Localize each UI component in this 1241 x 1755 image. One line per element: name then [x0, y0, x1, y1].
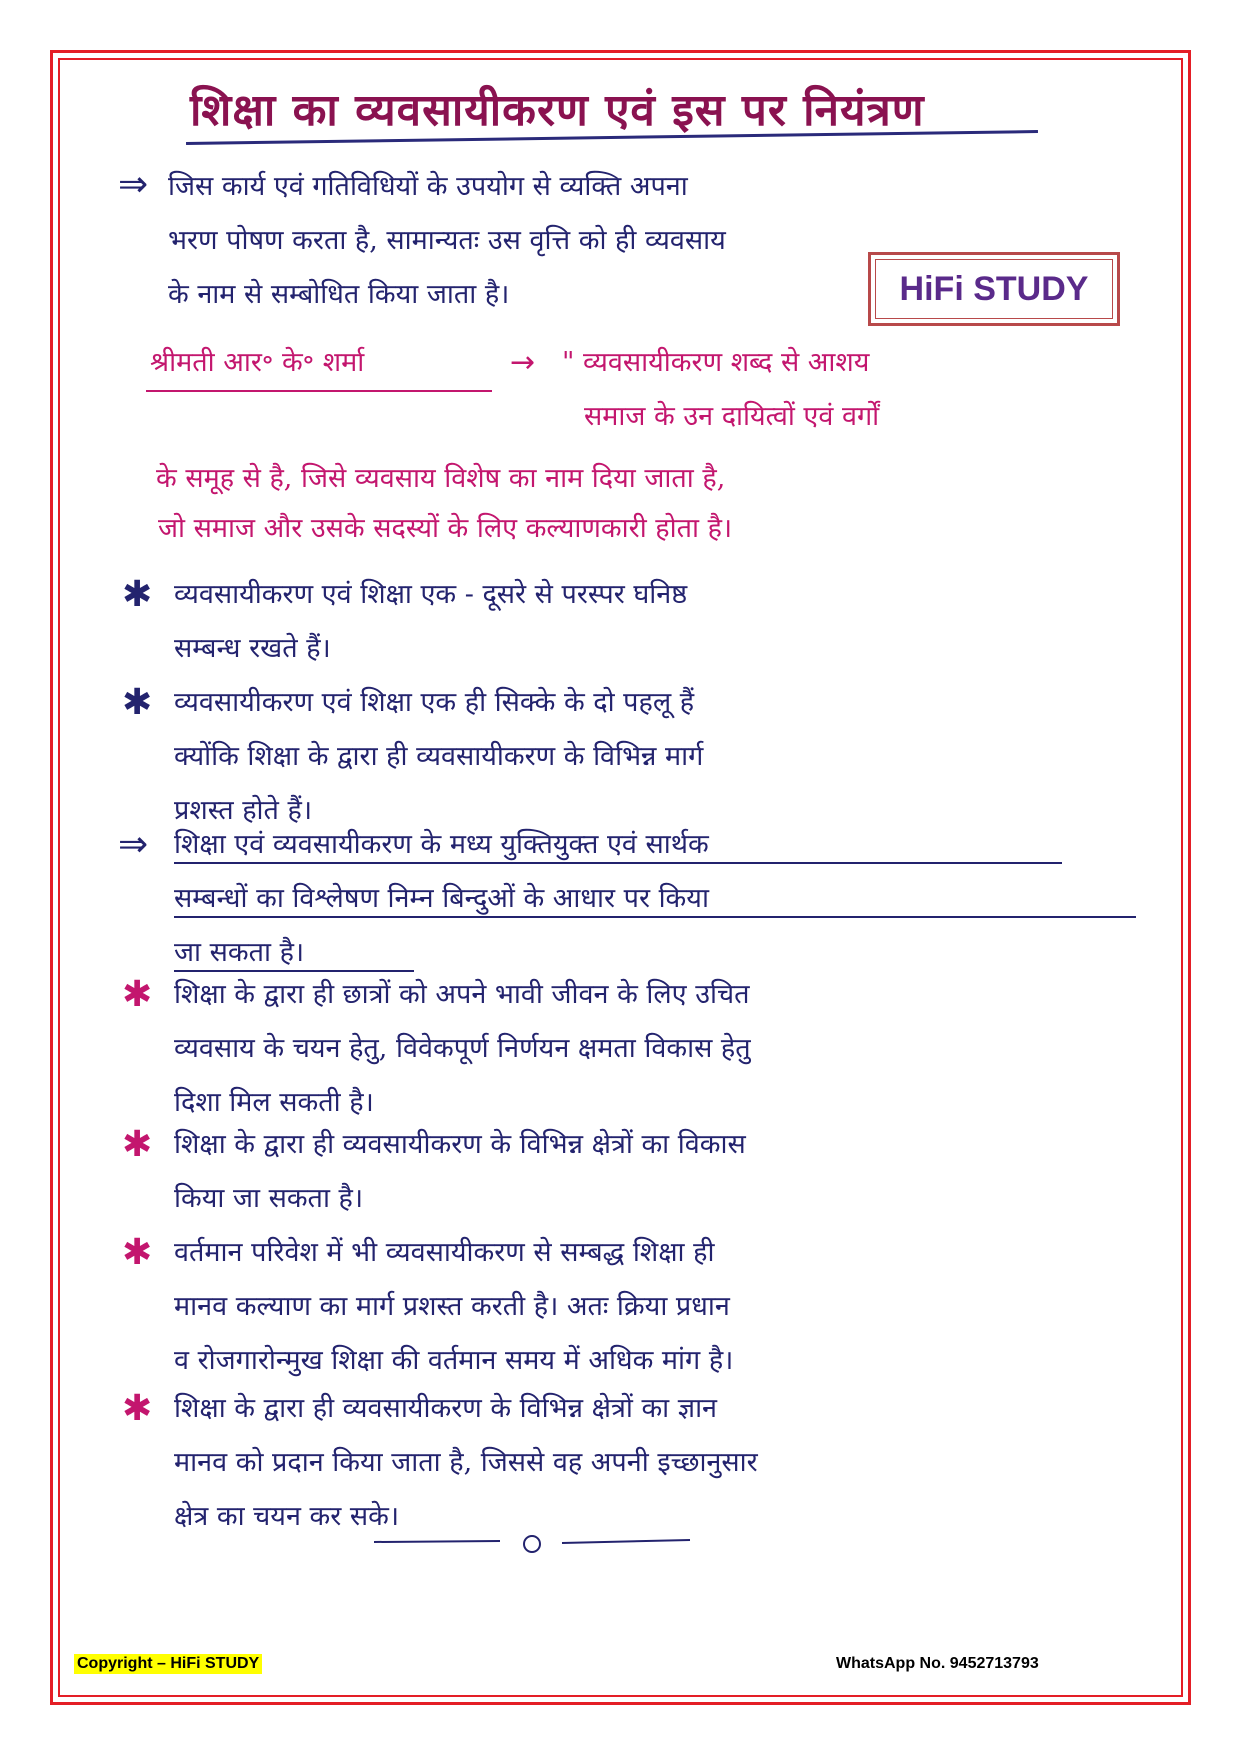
quote-line: जो समाज और उसके सदस्यों के लिए कल्याणकारी होता है।: [158, 513, 733, 544]
analysis-line: सम्बन्धों का विश्लेषण निम्न बिन्दुओं के आधार पर किया: [174, 883, 709, 914]
point-item: [174, 1118, 746, 1226]
author-underline: [146, 390, 492, 392]
analysis-paragraph: [174, 818, 709, 980]
point-item: [174, 676, 703, 838]
star-bullet-icon: ✱: [122, 1388, 153, 1429]
hifi-study-watermark: [868, 252, 1120, 326]
point-line: मानव को प्रदान किया जाता है, जिससे वह अपनी इच्छानुसार: [174, 1447, 758, 1478]
point-line: शिक्षा के द्वारा ही व्यवसायीकरण के विभिन्न क्षेत्रों का ज्ञान: [174, 1393, 718, 1424]
point-line: मानव कल्याण का मार्ग प्रशस्त करती है। अतः क्रिया प्रधान: [174, 1291, 730, 1322]
end-divider: [372, 1528, 692, 1558]
point-item: [174, 1226, 733, 1388]
point-line: शिक्षा के द्वारा ही व्यवसायीकरण के विभिन्न क्षेत्रों का विकास: [174, 1129, 746, 1160]
whatsapp-number: WhatsApp No. 9452713793: [836, 1655, 1039, 1672]
intro-line: के नाम से सम्बोधित किया जाता है।: [168, 279, 510, 310]
end-divider-icon: [372, 1528, 692, 1558]
point-line: व्यवसाय के चयन हेतु, विवेकपूर्ण निर्णयन क्षमता विकास हेतु: [174, 1033, 751, 1064]
watermark-text: HiFi STUDY: [875, 259, 1113, 319]
point-line: वर्तमान परिवेश में भी व्यवसायीकरण से सम्बद्ध शिक्षा ही: [174, 1237, 715, 1268]
intro-line: जिस कार्य एवं गतिविधियों के उपयोग से व्यक्ति अपना: [168, 171, 688, 202]
point-line: दिशा मिल सकती है।: [174, 1087, 374, 1118]
analysis-underline: [174, 862, 1062, 864]
point-line: व्यवसायीकरण एवं शिक्षा एक - दूसरे से परस्पर घनिष्ठ: [174, 579, 688, 610]
quote-author: श्रीमती आर॰ के॰ शर्मा: [150, 347, 365, 378]
arrow-icon: →: [510, 345, 536, 380]
point-line: सम्बन्ध रखते हैं।: [174, 633, 331, 664]
point-line: किया जा सकता है।: [174, 1183, 364, 1214]
quote-line: " व्यवसायीकरण शब्द से आशय: [562, 347, 870, 378]
point-line: व रोजगारोन्मुख शिक्षा की वर्तमान समय में अधिक मांग है।: [174, 1345, 734, 1376]
point-line: व्यवसायीकरण एवं शिक्षा एक ही सिक्के के दो पहलू हैं: [174, 687, 695, 718]
quote-line: के समूह से है, जिसे व्यवसाय विशेष का नाम दिया जाता है,: [156, 463, 726, 494]
star-bullet-icon: ✱: [122, 1232, 153, 1273]
point-line: प्रशस्त होते हैं।: [174, 795, 313, 826]
point-line: क्योंकि शिक्षा के द्वारा ही व्यवसायीकरण के विभिन्न मार्ग: [174, 741, 704, 772]
analysis-line: जा सकता है।: [174, 937, 305, 968]
copyright-notice: Copyright – HiFi STUDY: [74, 1654, 262, 1674]
star-bullet-icon: ✱: [122, 682, 153, 723]
point-item: [174, 568, 687, 676]
star-bullet-icon: ✱: [122, 1124, 153, 1165]
intro-line: भरण पोषण करता है, सामान्यतः उस वृत्ति को ही व्यवसाय: [168, 225, 726, 256]
star-bullet-icon: ✱: [122, 574, 153, 615]
analysis-line: शिक्षा एवं व्यवसायीकरण के मध्य युक्तियुक्त एवं सार्थक: [174, 829, 709, 860]
point-item: [174, 1382, 758, 1544]
arrow-icon: ⇒: [118, 824, 149, 865]
point-line: क्षेत्र का चयन कर सके।: [174, 1501, 400, 1532]
star-bullet-icon: ✱: [122, 974, 153, 1015]
quote-line: समाज के उन दायित्वों एवं वर्गों: [584, 401, 880, 432]
arrow-icon: ⇒: [118, 164, 149, 205]
intro-paragraph: [168, 160, 726, 322]
page-title: शिक्षा का व्यवसायीकरण एवं इस पर नियंत्रण: [190, 85, 925, 136]
point-line: शिक्षा के द्वारा ही छात्रों को अपने भावी जीवन के लिए उचित: [174, 979, 750, 1010]
analysis-underline: [174, 916, 1136, 918]
point-item: [174, 968, 751, 1130]
